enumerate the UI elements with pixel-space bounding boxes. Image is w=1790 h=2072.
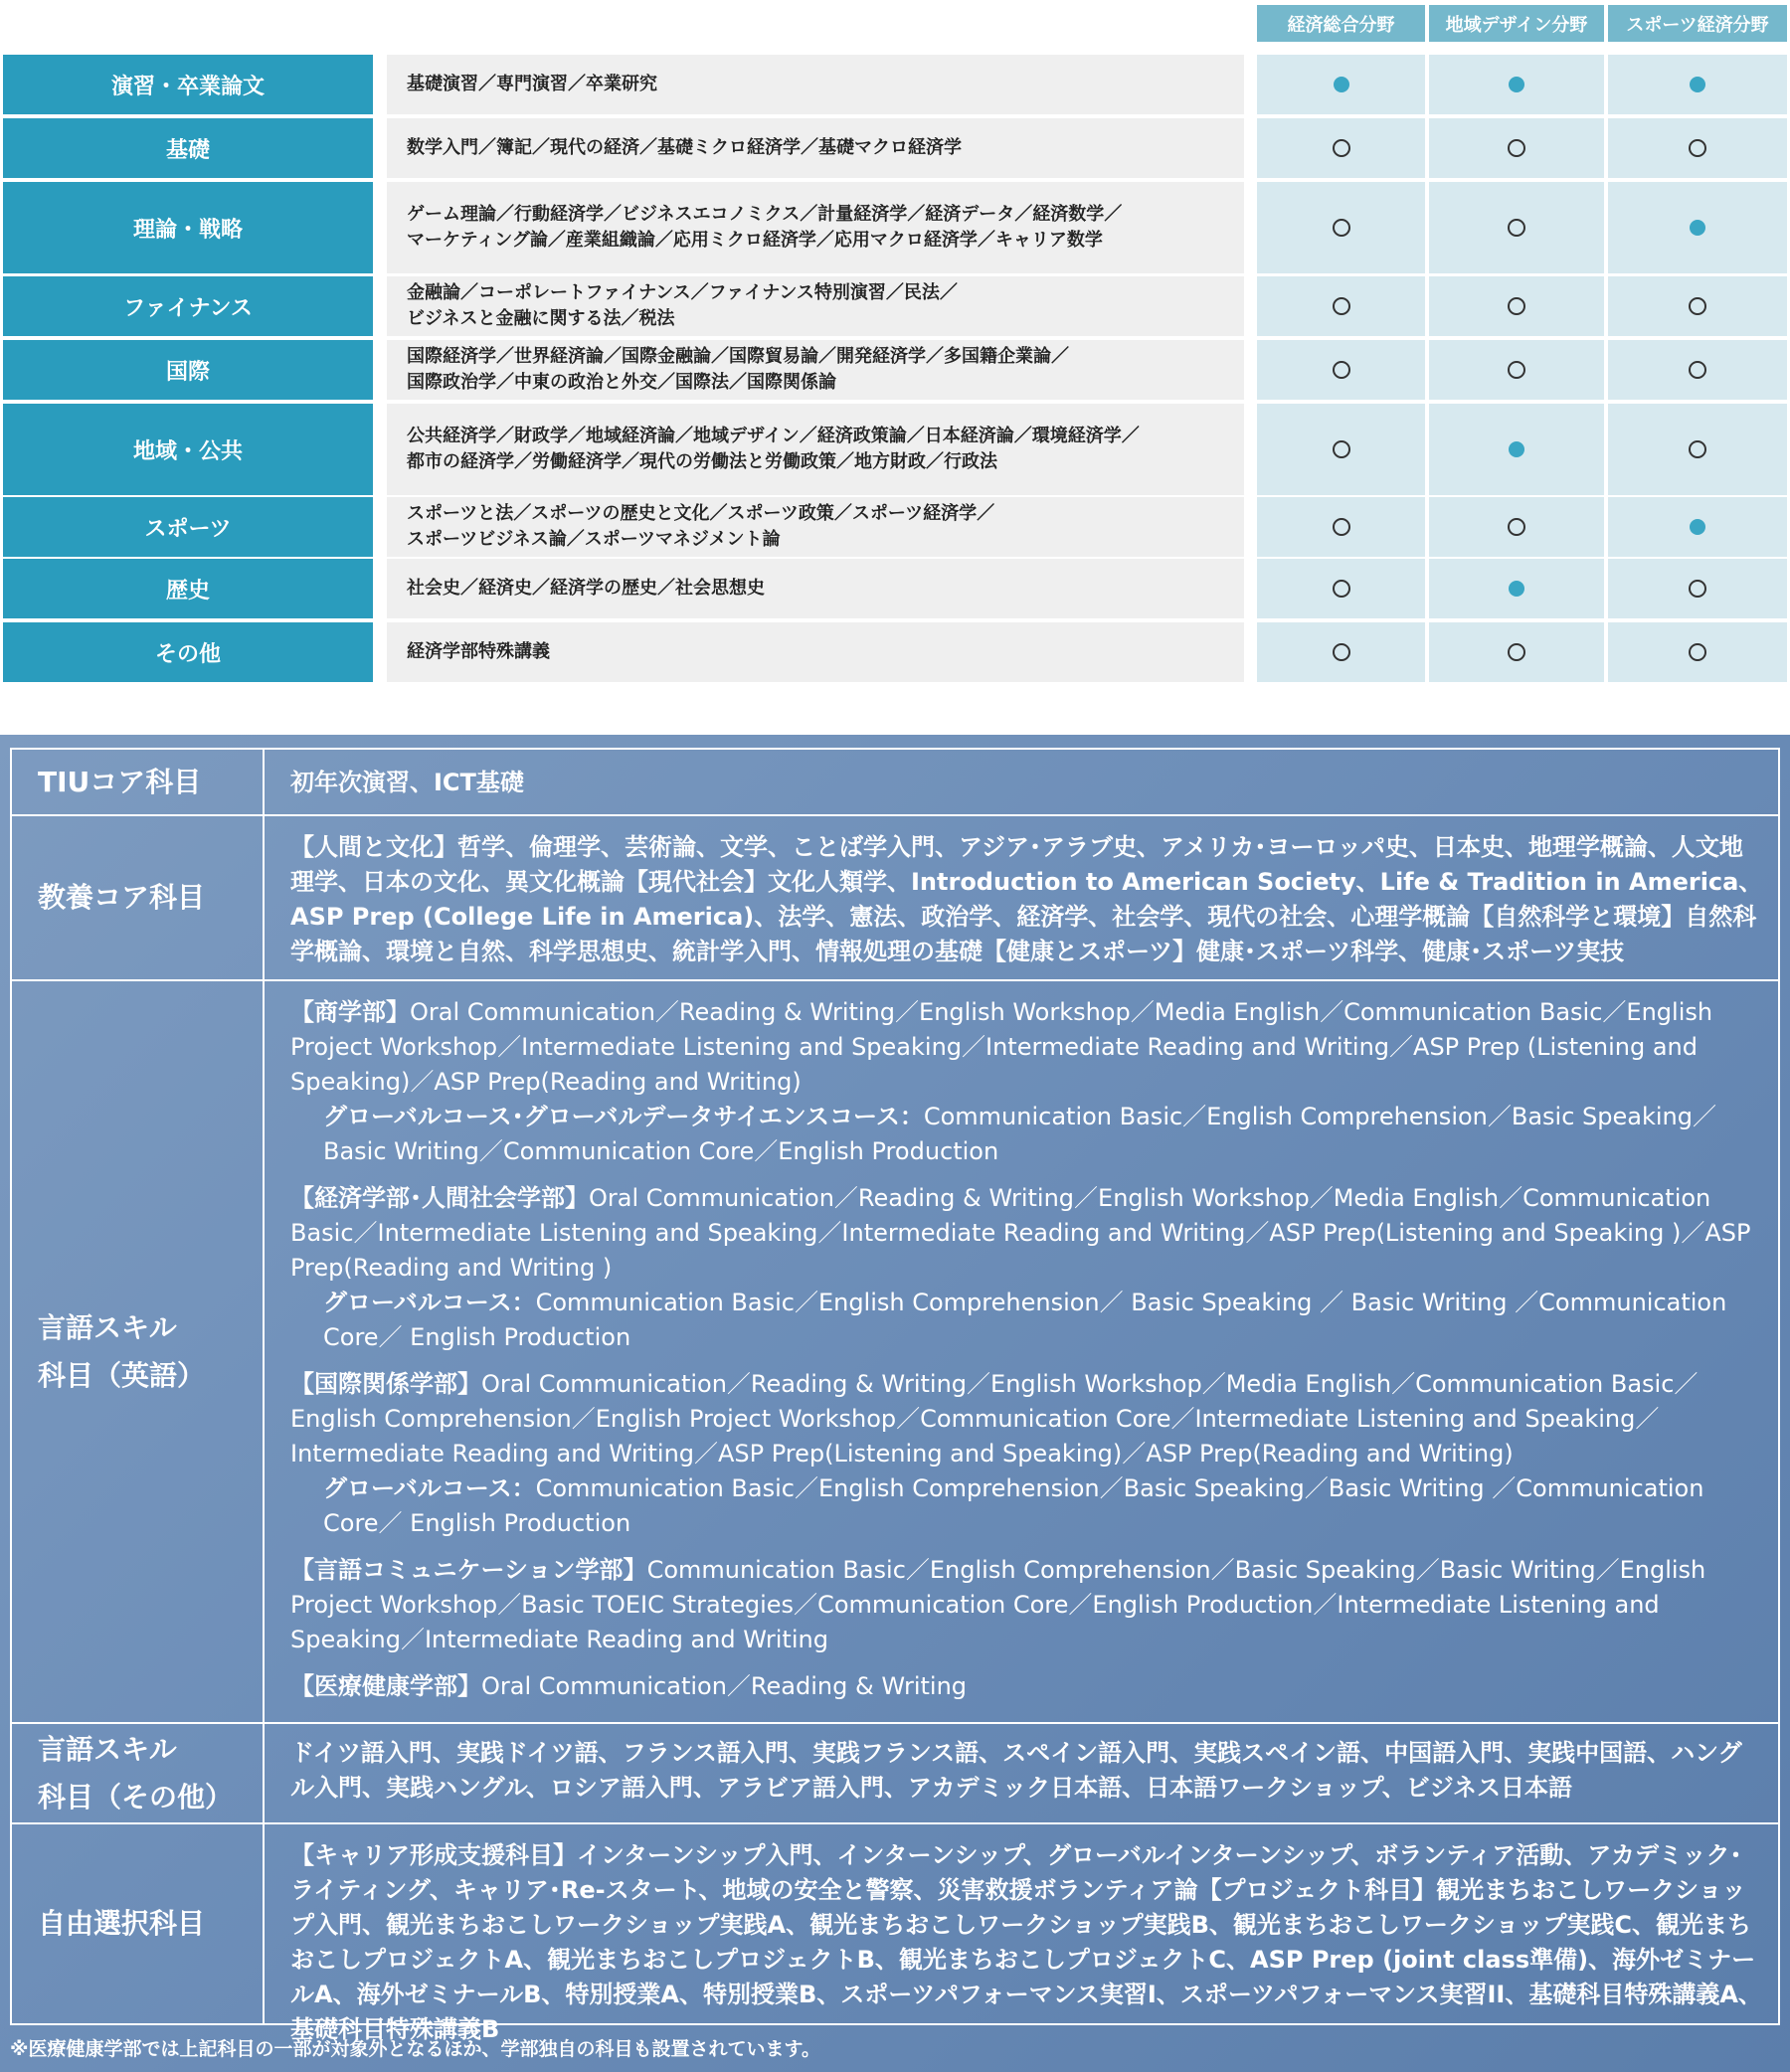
open-circle-icon (1333, 643, 1350, 661)
faculty-text: Oral Communication／Reading & Writing／English Workshop／Media English／Communication Basic／English Project Workshop／Intermediate Listening and Speaking／Intermediate Reading and Writing／ASP Prep (Listening and Speaking)／ASP Prep(Reading and Writing) (290, 998, 1713, 1096)
faculty-block (290, 1367, 1764, 1541)
faculty-text: Oral Communication／Reading & Writing／English Workshop／Media English／Communication Basic／Intermediate Listening and Speaking／Intermediate Reading and Writing／ASP Prep(Listening and Speaking )／ASP Prep(Reading and Writing ) (290, 1184, 1751, 1282)
category-label: 理論・戦略 (3, 182, 373, 273)
subject-line: 金融論／コーポレートファイナンス／ファイナンス特別演習／民法／ (407, 282, 958, 303)
mark-cell (1608, 118, 1787, 178)
mark-cell (1257, 118, 1425, 178)
column-header: スポーツ経済分野 (1608, 5, 1787, 42)
category-label: 基礎 (3, 118, 373, 178)
category-label: ファイナンス (3, 276, 373, 336)
category-text: インターンシップ入門、インターンシップ、グローバルインターンシップ、ボランティア活動、アカデミック･ライティング、キャリア･Re-スタート、地域の安全と警察、災害救援ボランティア論 (290, 1841, 1742, 1904)
course-heading: グローバルコース･グローバルデータサイエンスコース： (323, 1103, 924, 1130)
category-text: 健康･スポーツ科学、健康･スポーツ実技 (1196, 938, 1625, 965)
faculty-heading: 【商学部】 (290, 998, 410, 1026)
mark-cell (1608, 497, 1787, 557)
open-circle-icon (1333, 297, 1350, 315)
row-label: 教養コア科目 (12, 816, 265, 979)
subject-line: ゲーム理論／行動経済学／ビジネスエコノミクス／計量経済学／経済データ／経済数学／ (407, 204, 1123, 225)
course-heading: グローバルコース： (323, 1474, 536, 1502)
faculty-heading: 【国際関係学部】 (290, 1370, 481, 1398)
matrix-row (0, 404, 1790, 495)
filled-dot-icon (1334, 77, 1349, 92)
open-circle-icon (1333, 580, 1350, 598)
subject-line: ビジネスと金融に関する法／税法 (407, 308, 675, 329)
row-label: 自由選択科目 (12, 1824, 265, 2023)
open-circle-icon (1689, 440, 1706, 458)
row-label-line: 言語スキル (38, 1310, 177, 1344)
subject-list (387, 497, 1244, 557)
row-label: TIUコア科目 (12, 750, 265, 814)
faculty-text: Oral Communication／Reading & Writing (481, 1672, 968, 1700)
filled-dot-icon (1690, 519, 1705, 535)
open-circle-icon (1508, 361, 1525, 379)
category-heading: 【プロジェクト科目】 (1197, 1876, 1437, 1904)
subject-list (387, 118, 1244, 178)
curriculum-table (10, 748, 1780, 2043)
mark-cell (1429, 497, 1604, 557)
footnote: ※医療健康学部では上記科目の一部が対象外となるほか、学部独自の科目も設置されています。 (10, 2038, 820, 2060)
row-label (12, 981, 265, 1722)
subject-line: 基礎演習／専門演習／卒業研究 (407, 74, 657, 94)
mark-cell (1257, 622, 1425, 682)
subject-list (387, 276, 1244, 336)
filled-dot-icon (1690, 220, 1705, 236)
field-matrix (0, 0, 1790, 686)
mark-cell (1257, 340, 1425, 400)
category-heading: 【現代社会】 (625, 868, 768, 896)
open-circle-icon (1689, 297, 1706, 315)
liberal-core-row (12, 816, 1778, 981)
mark-cell (1257, 276, 1425, 336)
subject-list (387, 559, 1244, 618)
open-circle-icon (1508, 518, 1525, 536)
open-circle-icon (1508, 139, 1525, 157)
faculty-heading: 【言語コミュニケーション学部】 (290, 1556, 647, 1584)
matrix-row (0, 55, 1790, 114)
mark-cell (1429, 340, 1604, 400)
subject-line: 公共経済学／財政学／地域経済論／地域デザイン／経済政策論／日本経済論／環境経済学／ (407, 426, 1140, 446)
open-circle-icon (1333, 518, 1350, 536)
category-text: 文化人類学、Introduction to American Society、Life & Tradition in America、ASP Prep (College Life in America)、法学、憲法、政治学、経済学、社会学、現代の社会、心理学概論 (290, 868, 1763, 931)
category-label: その他 (3, 622, 373, 682)
matrix-row (0, 622, 1790, 682)
subject-line: 数学入門／簿記／現代の経済／基礎ミクロ経済学／基礎マクロ経済学 (407, 137, 962, 158)
subject-list (387, 622, 1244, 682)
matrix-row (0, 118, 1790, 178)
category-label: 国際 (3, 340, 373, 400)
open-circle-icon (1333, 219, 1350, 237)
category-heading: 【人間と文化】 (290, 833, 457, 861)
open-circle-icon (1508, 219, 1525, 237)
subject-line: 社会史／経済史／経済学の歴史／社会思想史 (407, 578, 765, 599)
filled-dot-icon (1509, 77, 1524, 92)
faculty-heading: 【経済学部･人間社会学部】 (290, 1184, 589, 1212)
open-circle-icon (1508, 297, 1525, 315)
mark-cell (1257, 497, 1425, 557)
faculty-text: Oral Communication／Reading & Writing／English Workshop／Media English／Communication Basic／English Comprehension／English Project Workshop／Communication Core／Intermediate Listening and Speaking／Intermediate Reading and Writing／ASP Prep(Listening and Speaking)／ASP Prep(Reading and Writing) (290, 1370, 1699, 1468)
course-heading: グローバルコース： (323, 1289, 536, 1316)
subject-line: 国際政治学／中東の政治と外交／国際法／国際関係論 (407, 372, 836, 393)
mark-cell (1429, 118, 1604, 178)
matrix-row (0, 340, 1790, 400)
subject-line: スポーツビジネス論／スポーツマネジメント論 (407, 529, 781, 550)
mark-cell (1429, 559, 1604, 618)
other-language-text: ドイツ語入門、実践ドイツ語、フランス語入門、実践フランス語、スペイン語入門、実践スペイン語、中国語入門、実践中国語、ハングル入門、実践ハングル、ロシア語入門、アラビア語入門、アカデミック日本語、日本語ワークショップ、ビジネス日本語 (290, 1739, 1742, 1802)
mark-cell (1608, 340, 1787, 400)
category-text: 観光まちおこしワークショップ入門、観光まちおこしワークショップ実践A、観光まちおこしワークショップ実践B、観光まちおこしワークショップ実践C、観光まちおこしプロジェクトA、観光まちおこしプロジェクトB、観光まちおこしプロジェクトC、ASP Prep (joint class準備)、海外ゼミナールA、海外ゼミナールB、特別授業A、特別授業B、スポーツパフォーマンス実習I、スポーツパフォーマンス実習II、基礎科目特殊講義A、基礎科目特殊講義B (290, 1876, 1762, 2043)
mark-cell (1608, 559, 1787, 618)
course-text: Communication Basic／English Comprehension／Basic Speaking／Basic Writing／Communication Core／English Production (323, 1103, 1716, 1165)
mark-cell (1257, 182, 1425, 273)
mark-cell (1608, 182, 1787, 273)
curriculum-panel (0, 735, 1790, 2072)
mark-cell (1429, 276, 1604, 336)
matrix-row (0, 559, 1790, 618)
subject-line: スポーツと法／スポーツの歴史と文化／スポーツ政策／スポーツ経済学／ (407, 503, 995, 524)
faculty-block (290, 995, 1764, 1169)
matrix-row (0, 497, 1790, 557)
tiu-core-text: 初年次演習、ICT基礎 (290, 769, 524, 796)
tiu-core-row (12, 750, 1778, 816)
category-text: 哲学、倫理学、芸術論、文学、ことば学入門、アジア･アラブ史、アメリカ･ヨーロッパ史、日本史、地理学概論、人文地理学、日本の文化、異文化概論 (290, 833, 1743, 896)
faculty-block (290, 1181, 1764, 1355)
course-text: Communication Basic／English Comprehension／Basic Speaking／Basic Writing ／Communication Core／ English Production (323, 1474, 1704, 1537)
open-circle-icon (1689, 580, 1706, 598)
mark-cell (1608, 404, 1787, 495)
filled-dot-icon (1509, 581, 1524, 597)
subject-list (387, 340, 1244, 400)
mark-cell (1429, 404, 1604, 495)
row-label-line: 科目（英語） (38, 1358, 206, 1392)
subject-line: 都市の経済学／労働経済学／現代の労働法と労働政策／地方財政／行政法 (407, 451, 997, 472)
filled-dot-icon (1690, 77, 1705, 92)
category-text: 自然科学概論、環境と自然、科学思想史、統計学入門、情報処理の基礎 (290, 903, 1757, 965)
row-label-line: 科目（その他） (38, 1780, 234, 1813)
row-label (12, 1724, 265, 1822)
subject-line: マーケティング論／産業組織論／応用ミクロ経済学／応用マクロ経済学／キャリア数学 (407, 230, 1103, 251)
elective-row (12, 1824, 1778, 2043)
mark-cell (1608, 276, 1787, 336)
mark-cell (1429, 55, 1604, 114)
row-content (267, 816, 1778, 979)
mark-cell (1429, 182, 1604, 273)
open-circle-icon (1689, 643, 1706, 661)
category-label: 演習・卒業論文 (3, 55, 373, 114)
matrix-row (0, 276, 1790, 336)
row-content (267, 750, 1778, 814)
category-heading: 【キャリア形成支援科目】 (290, 1841, 577, 1869)
row-label-line: 言語スキル (38, 1732, 177, 1766)
row-content (267, 981, 1778, 1722)
mark-cell (1257, 404, 1425, 495)
subject-line: 経済学部特殊講義 (407, 641, 550, 662)
english-skill-row (12, 981, 1778, 1724)
faculty-block (290, 1669, 1764, 1704)
subject-list (387, 182, 1244, 273)
subject-list (387, 404, 1244, 495)
row-content (267, 1724, 1778, 1822)
filled-dot-icon (1509, 441, 1524, 457)
faculty-block (290, 1553, 1764, 1657)
faculty-heading: 【医療健康学部】 (290, 1672, 481, 1700)
open-circle-icon (1508, 643, 1525, 661)
open-circle-icon (1689, 361, 1706, 379)
subject-line: 国際経済学／世界経済論／国際金融論／国際貿易論／開発経済学／多国籍企業論／ (407, 346, 1069, 367)
other-language-row (12, 1724, 1778, 1824)
subject-list (387, 55, 1244, 114)
category-heading: 【自然科学と環境】 (1470, 903, 1686, 931)
mark-cell (1257, 559, 1425, 618)
category-label: スポーツ (3, 497, 373, 557)
category-label: 歴史 (3, 559, 373, 618)
open-circle-icon (1333, 440, 1350, 458)
faculty-text: Communication Basic／English Comprehension／Basic Speaking／Basic Writing／English Project Workshop／Basic TOEIC Strategies／Communication Core／English Production／Intermediate Listening and Speaking／Intermediate Reading and Writing (290, 1556, 1706, 1653)
category-heading: 【健康とスポーツ】 (983, 938, 1197, 965)
category-label: 地域・公共 (3, 404, 373, 495)
matrix-row (0, 182, 1790, 273)
mark-cell (1608, 55, 1787, 114)
open-circle-icon (1689, 139, 1706, 157)
mark-cell (1257, 55, 1425, 114)
column-header: 経済総合分野 (1257, 5, 1425, 42)
open-circle-icon (1333, 139, 1350, 157)
mark-cell (1608, 622, 1787, 682)
open-circle-icon (1333, 361, 1350, 379)
course-text: Communication Basic／English Comprehension／ Basic Speaking ／ Basic Writing ／Communication Core／ English Production (323, 1289, 1727, 1351)
column-header: 地域デザイン分野 (1429, 5, 1604, 42)
mark-cell (1429, 622, 1604, 682)
row-content (267, 1824, 1778, 2043)
